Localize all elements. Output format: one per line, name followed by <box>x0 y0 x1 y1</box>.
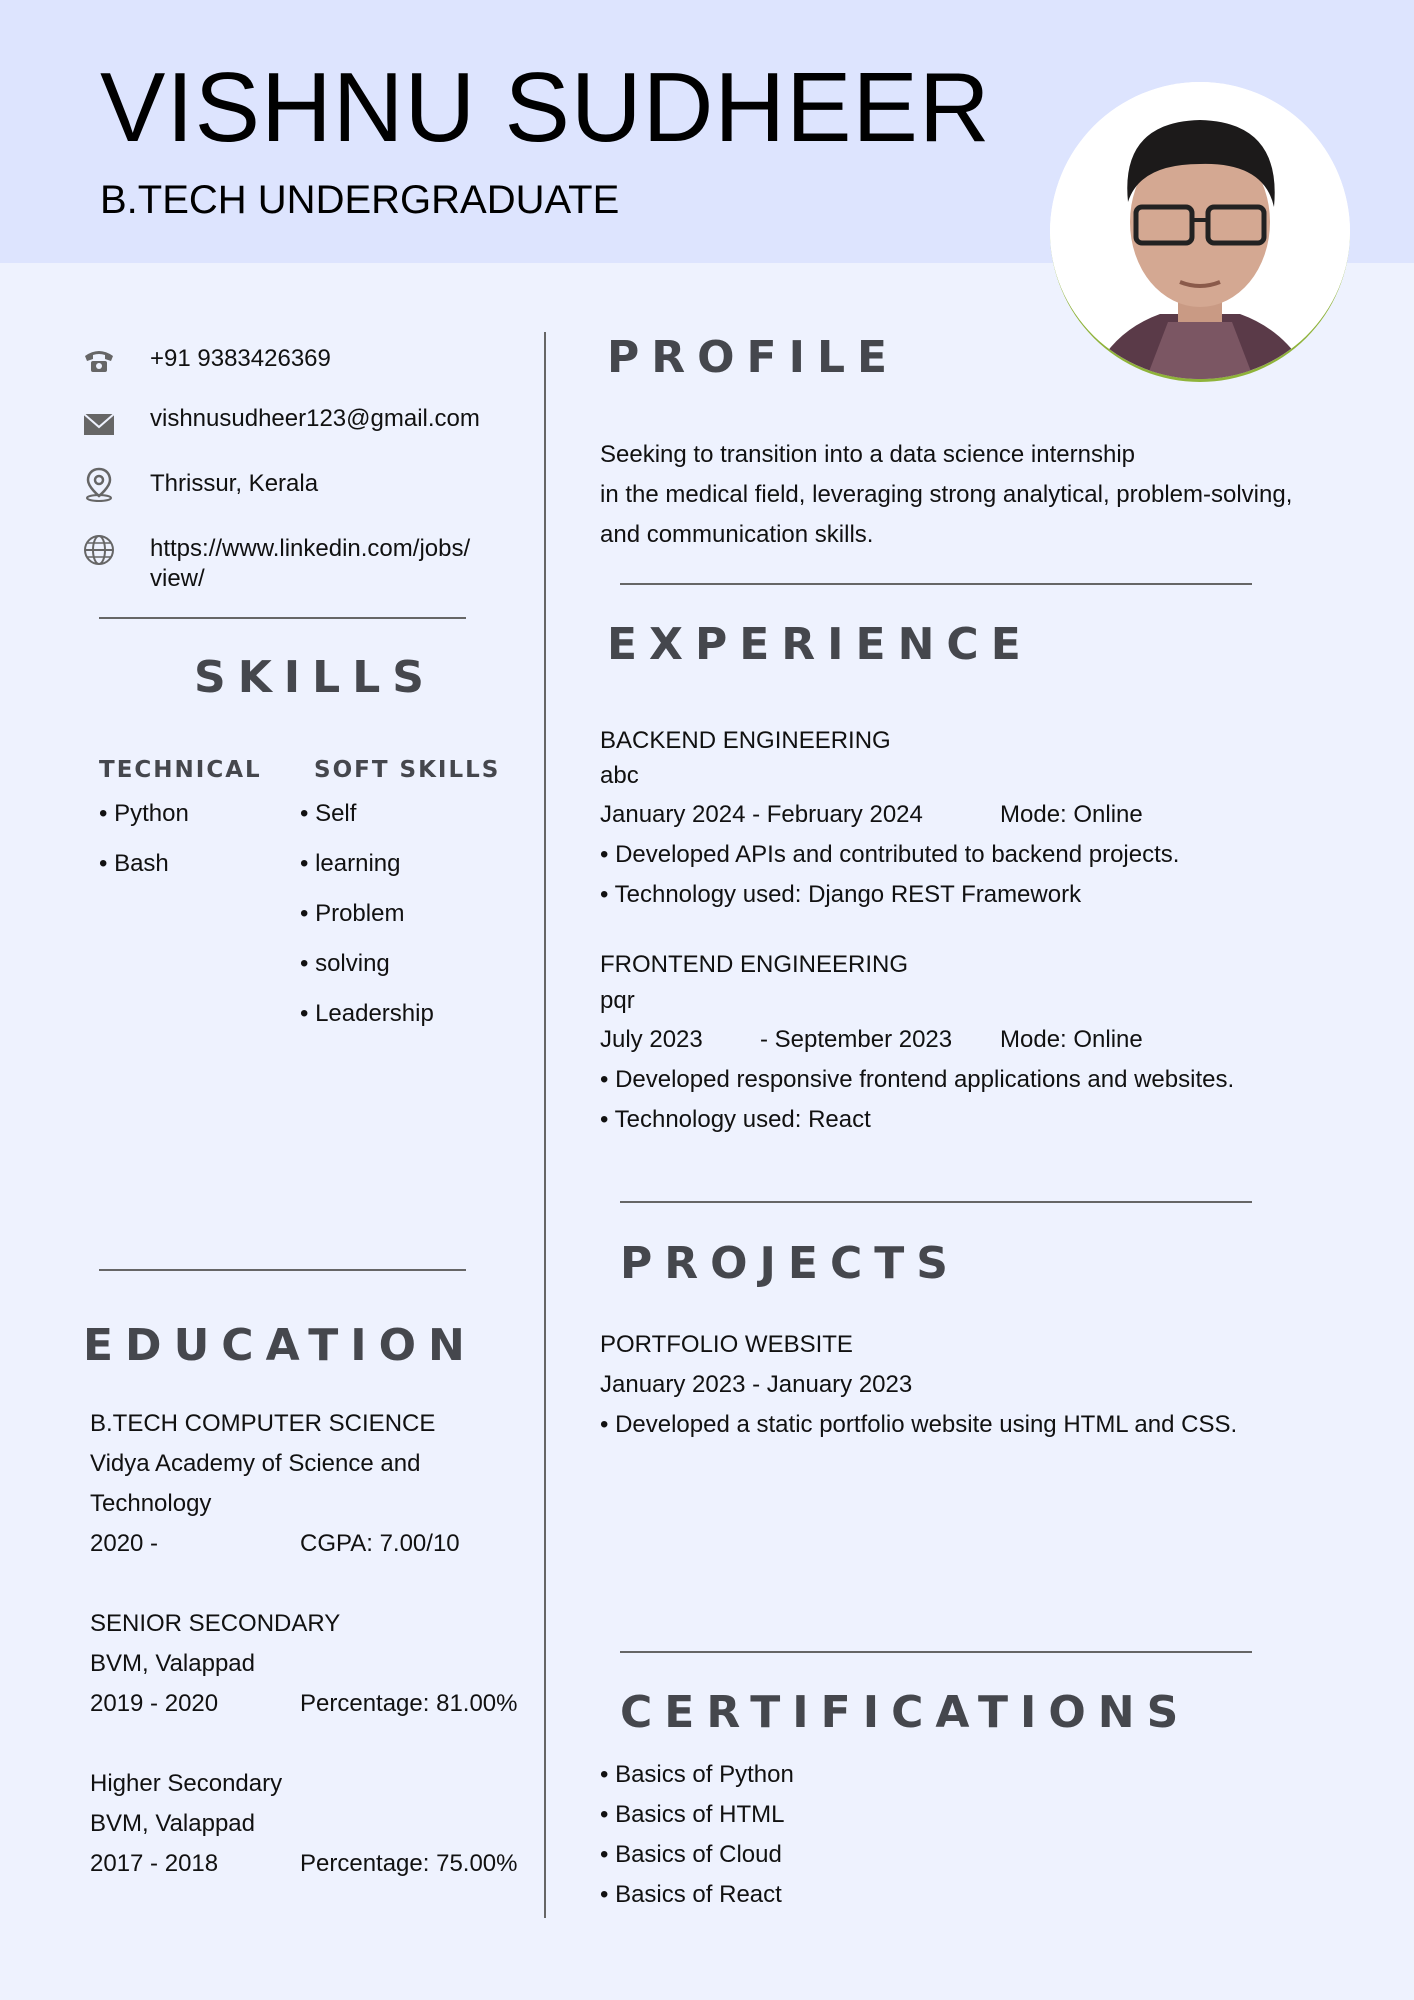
technical-skill-item: • Python <box>99 800 189 827</box>
profile-text-line: in the medical field, leveraging strong analytical, problem-solving, <box>600 481 1293 508</box>
soft-skill-item: • solving <box>300 950 390 977</box>
divider <box>620 1651 1252 1653</box>
experience-end-date: - September 2023 <box>760 1026 953 1053</box>
projects-heading: PROJECTS <box>620 1238 960 1289</box>
location-pin-icon <box>81 466 117 502</box>
soft-skills-heading: SOFT SKILLS <box>314 757 501 783</box>
education-score: CGPA: 7.00/10 <box>300 1530 460 1557</box>
certification-item: • Basics of Cloud <box>600 1841 782 1868</box>
divider <box>620 583 1252 585</box>
experience-mode: Mode: Online <box>1000 1026 1143 1053</box>
certifications-heading: CERTIFICATIONS <box>620 1687 1191 1738</box>
education-score: Percentage: 81.00% <box>300 1690 518 1717</box>
project-dates: January 2023 - January 2023 <box>600 1371 913 1398</box>
soft-skill-item: • Leadership <box>300 1000 434 1027</box>
candidate-title: B.TECH UNDERGRADUATE <box>100 178 620 222</box>
contact-website[interactable]: https://www.linkedin.com/jobs/ <box>150 535 471 562</box>
experience-start-date: July 2023 <box>600 1026 703 1053</box>
soft-skill-item: • Self <box>300 800 357 827</box>
education-school: Vidya Academy of Science and <box>90 1450 421 1477</box>
experience-heading: EXPERIENCE <box>607 619 1033 670</box>
experience-bullet: • Technology used: React <box>600 1106 871 1133</box>
technical-skills-heading: TECHNICAL <box>99 757 262 783</box>
experience-company: pqr <box>600 987 635 1014</box>
education-school: BVM, Valappad <box>90 1650 255 1677</box>
contact-location: Thrissur, Kerala <box>150 470 319 497</box>
project-title: PORTFOLIO WEBSITE <box>600 1331 853 1358</box>
globe-icon <box>81 532 117 568</box>
profile-text-line: and communication skills. <box>600 521 874 548</box>
experience-dates: January 2024 - February 2024 <box>600 801 923 828</box>
profile-photo <box>1050 82 1350 382</box>
education-years: 2019 - 2020 <box>90 1690 219 1717</box>
divider <box>620 1201 1252 1203</box>
education-degree: B.TECH COMPUTER SCIENCE <box>90 1410 436 1437</box>
experience-role: FRONTEND ENGINEERING <box>600 951 909 978</box>
project-bullet: • Developed a static portfolio website using HTML and CSS. <box>600 1411 1238 1438</box>
education-years: 2017 - 2018 <box>90 1850 219 1877</box>
email-icon <box>81 406 117 442</box>
skills-heading: SKILLS <box>194 652 436 703</box>
divider <box>99 617 466 619</box>
experience-role: BACKEND ENGINEERING <box>600 727 891 754</box>
experience-bullet: • Developed responsive frontend applications and websites. <box>600 1066 1235 1093</box>
experience-company: abc <box>600 762 639 789</box>
technical-skill-item: • Bash <box>99 850 169 877</box>
phone-icon <box>81 342 117 378</box>
profile-heading: PROFILE <box>607 332 900 383</box>
experience-mode: Mode: Online <box>1000 801 1143 828</box>
experience-bullet: • Developed APIs and contributed to backend projects. <box>600 841 1180 868</box>
education-degree: Higher Secondary <box>90 1770 283 1797</box>
certification-item: • Basics of Python <box>600 1761 794 1788</box>
profile-text-line: Seeking to transition into a data science internship <box>600 441 1135 468</box>
certification-item: • Basics of React <box>600 1881 782 1908</box>
education-degree: SENIOR SECONDARY <box>90 1610 341 1637</box>
contact-email: vishnusudheer123@gmail.com <box>150 405 480 432</box>
divider <box>99 1269 466 1271</box>
certification-item: • Basics of HTML <box>600 1801 785 1828</box>
soft-skill-item: • Problem <box>300 900 405 927</box>
contact-phone: +91 9383426369 <box>150 345 331 372</box>
experience-bullet: • Technology used: Django REST Framework <box>600 881 1082 908</box>
column-divider <box>544 332 546 1918</box>
education-years: 2020 - <box>90 1530 159 1557</box>
soft-skill-item: • learning <box>300 850 401 877</box>
education-school-continued: Technology <box>90 1490 212 1517</box>
education-heading: EDUCATION <box>83 1320 477 1371</box>
contact-website-continued[interactable]: view/ <box>150 565 205 592</box>
education-score: Percentage: 75.00% <box>300 1850 518 1877</box>
education-school: BVM, Valappad <box>90 1810 255 1837</box>
candidate-name: VISHNU SUDHEER <box>100 52 991 162</box>
